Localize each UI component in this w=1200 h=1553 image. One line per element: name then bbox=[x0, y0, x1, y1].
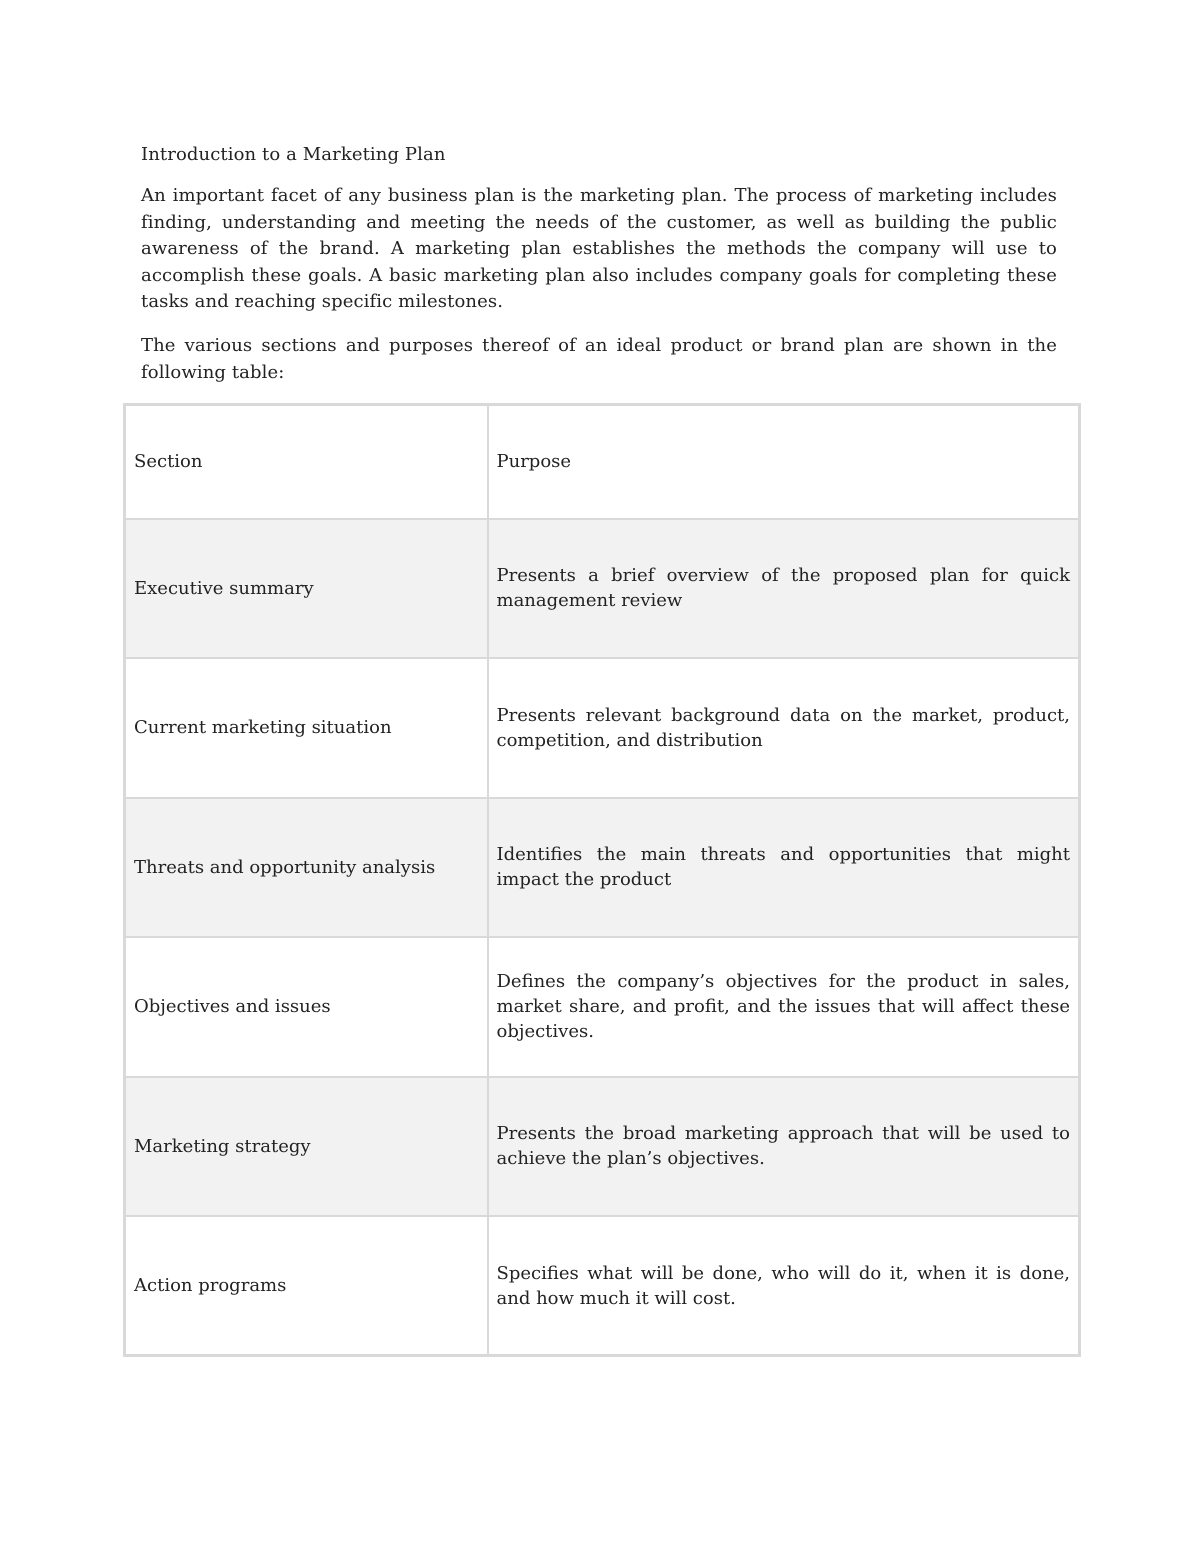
section-cell: Threats and opportunity analysis bbox=[125, 798, 488, 938]
section-cell: Current marketing situation bbox=[125, 658, 488, 798]
purpose-cell: Identifies the main threats and opportunities that might impact the product bbox=[488, 798, 1080, 938]
header-section: Section bbox=[125, 405, 488, 519]
section-cell: Action programs bbox=[125, 1216, 488, 1356]
section-cell: Objectives and issues bbox=[125, 937, 488, 1077]
purpose-cell: Defines the company’s objectives for the product in sales, market share, and profit, and the issues that will affect these objectives. bbox=[488, 937, 1080, 1077]
table-row bbox=[125, 1216, 1080, 1356]
table-row bbox=[125, 1077, 1080, 1217]
intro-paragraph: An important facet of any business plan is the marketing plan. The process of marketing includes finding, understanding and meeting the needs of the customer, as well as building the public awareness of the brand. A marketing plan establishes the methods the company will use to accomplish these goals. A basic marketing plan also includes company goals for completing these tasks and reaching specific milestones. bbox=[141, 185, 1057, 312]
purpose-cell: Presents the broad marketing approach that will be used to achieve the plan’s objectives. bbox=[488, 1077, 1080, 1217]
section-cell: Executive summary bbox=[125, 519, 488, 659]
table-row bbox=[125, 798, 1080, 938]
purpose-cell: Presents relevant background data on the market, product, competition, and distribution bbox=[488, 658, 1080, 798]
table-row bbox=[125, 658, 1080, 798]
table-intro-paragraph: The various sections and purposes thereof of an ideal product or brand plan are shown in the following table: bbox=[141, 335, 1057, 383]
marketing-plan-table bbox=[123, 403, 1081, 1357]
section-cell: Marketing strategy bbox=[125, 1077, 488, 1217]
purpose-cell: Specifies what will be done, who will do it, when it is done, and how much it will cost. bbox=[488, 1216, 1080, 1356]
table-row bbox=[125, 937, 1080, 1077]
document-title: Introduction to a Marketing Plan bbox=[141, 144, 446, 165]
purpose-cell: Presents a brief overview of the proposed plan for quick management review bbox=[488, 519, 1080, 659]
header-purpose: Purpose bbox=[488, 405, 1080, 519]
table-header-row bbox=[125, 405, 1080, 519]
table-row bbox=[125, 519, 1080, 659]
